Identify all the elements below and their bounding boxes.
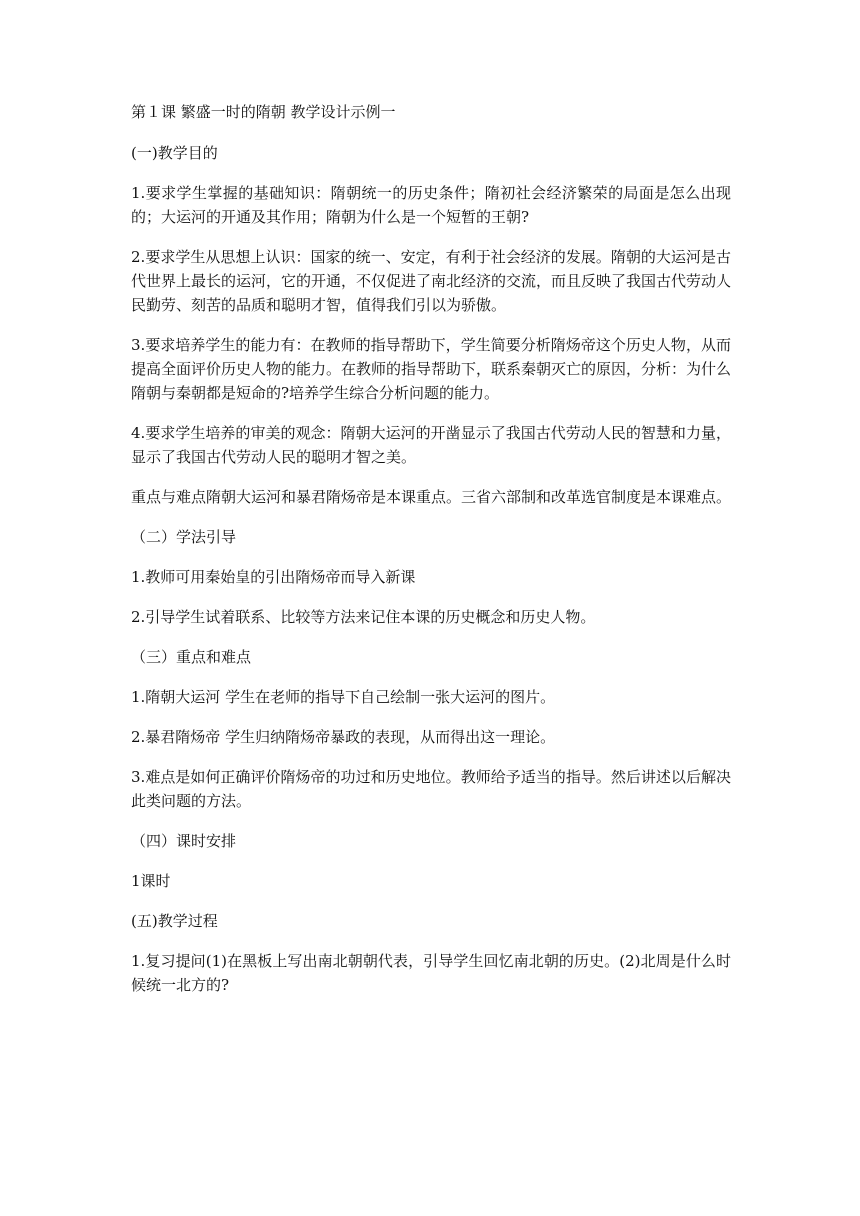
- goal-paragraph-3: 3.要求培养学生的能力有：在教师的指导帮助下，学生简要分析隋炀帝这个历史人物，从而提高全面评价历史人物的能力。在教师的指导帮助下，联系秦朝灭亡的原因，分析：为什么隋朝与秦朝都是短命的?培养学生综合分析问题的能力。: [131, 336, 732, 402]
- section-heading-schedule: （四）课时安排: [131, 832, 237, 850]
- schedule-paragraph: 1课时: [131, 872, 171, 890]
- section-heading-key-difficult: （三）重点和难点: [131, 648, 252, 666]
- key-paragraph-1: 1.隋朝大运河 学生在老师的指导下自己绘制一张大运河的图片。: [131, 688, 556, 706]
- goal-paragraph-4: 4.要求学生培养的审美的观念：隋朝大运河的开凿显示了我国古代劳动人民的智慧和力量，显示了我国古代劳动人民的聪明才智之美。: [131, 424, 731, 466]
- section-heading-study-method: （二）学法引导: [131, 528, 237, 546]
- document-page: [131, 100, 731, 1013]
- section-heading-process: (五)教学过程: [131, 912, 218, 930]
- section-heading-teaching-goals: (一)教学目的: [131, 144, 218, 162]
- goal-paragraph-2: 2.要求学生从思想上认识：国家的统一、安定，有利于社会经济的发展。隋朝的大运河是古代世界上最长的运河，它的开通，不仅促进了南北经济的交流，而且反映了我国古代劳动人民勤劳、刻苦的品质和聪明才智，值得我们引以为骄傲。: [131, 248, 732, 314]
- method-paragraph-1: 1.教师可用秦始皇的引出隋炀帝而导入新课: [131, 568, 416, 586]
- key-points-paragraph: 重点与难点隋朝大运河和暴君隋炀帝是本课重点。三省六部制和改革选官制度是本课难点。: [131, 488, 732, 506]
- document-title: 第１课 繁盛一时的隋朝 教学设计示例一: [131, 103, 396, 121]
- key-paragraph-3: 3.难点是如何正确评价隋炀帝的功过和历史地位。教师给予适当的指导。然后讲述以后解决此类问题的方法。: [131, 768, 731, 810]
- method-paragraph-2: 2.引导学生试着联系、比较等方法来记住本课的历史概念和历史人物。: [131, 608, 596, 626]
- key-paragraph-2: 2.暴君隋炀帝 学生归纳隋炀帝暴政的表现，从而得出这一理论。: [131, 728, 556, 746]
- goal-paragraph-1: 1.要求学生掌握的基础知识：隋朝统一的历史条件；隋初社会经济繁荣的局面是怎么出现的；大运河的开通及其作用；隋朝为什么是一个短暂的王朝?: [131, 184, 731, 226]
- process-paragraph-1: 1.复习提问(1)在黑板上写出南北朝朝代表，引导学生回忆南北朝的历史。(2)北周是什么时候统一北方的?: [131, 952, 731, 994]
